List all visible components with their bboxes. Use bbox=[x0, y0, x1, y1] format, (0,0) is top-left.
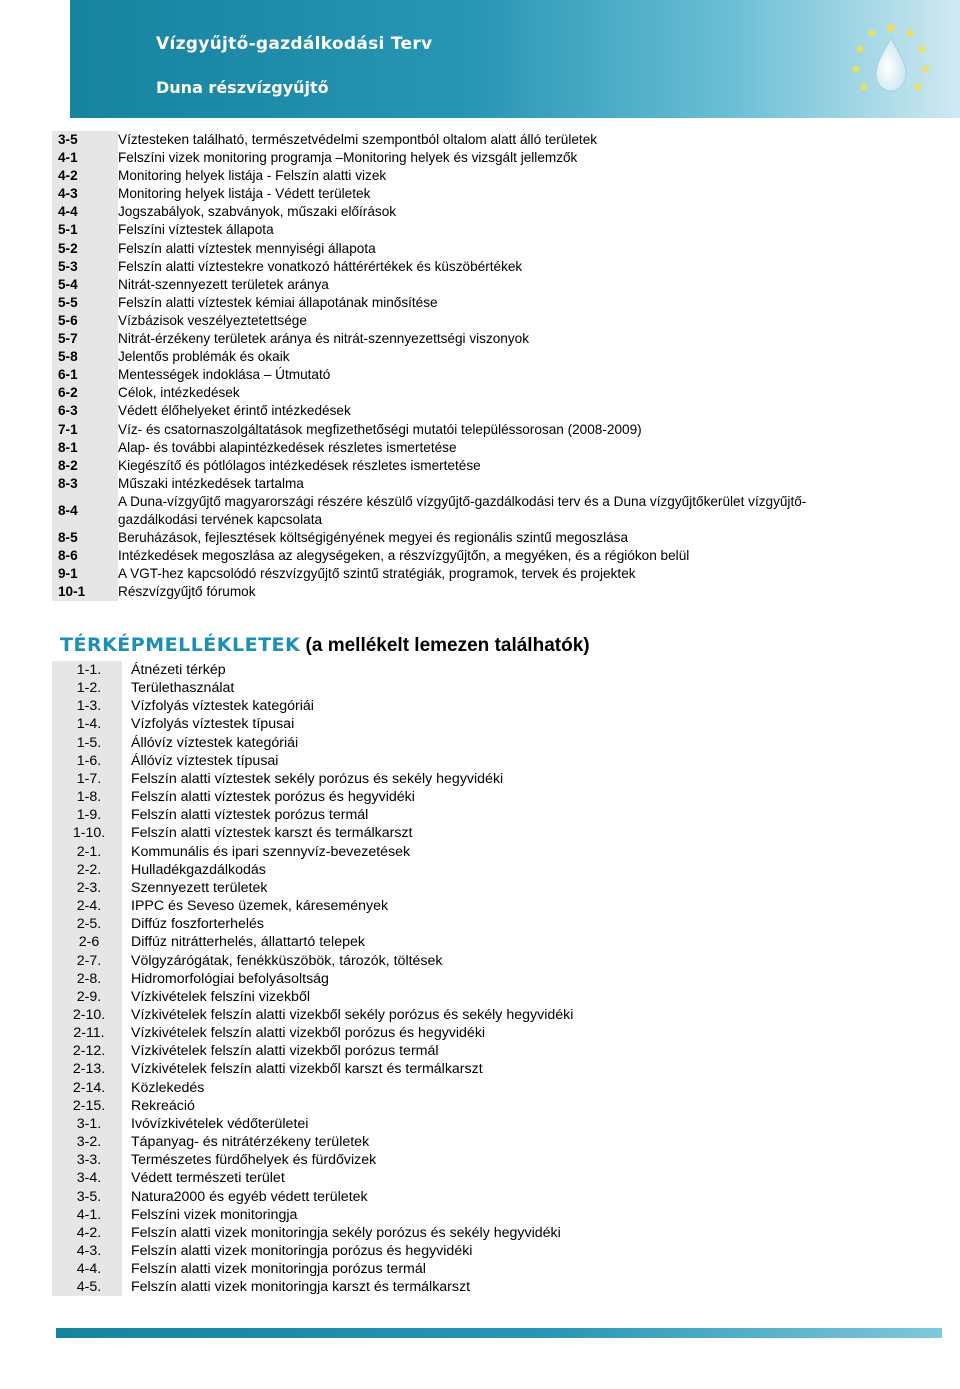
annex-code: 5-2 bbox=[52, 240, 118, 258]
map-code: 3-4. bbox=[52, 1169, 122, 1187]
map-code: 2-15. bbox=[52, 1097, 122, 1115]
map-row bbox=[52, 933, 752, 951]
annex-description: Beruházások, fejlesztések költségigényének megyei és regionális szintű megoszlása bbox=[118, 530, 629, 546]
annex-description: Felszín alatti víztestekre vonatkozó háttérértékek és küszöbértékek bbox=[118, 258, 523, 274]
header-banner bbox=[70, 0, 960, 118]
map-code: 2-11. bbox=[52, 1024, 122, 1042]
map-row bbox=[52, 1060, 752, 1078]
map-row bbox=[52, 824, 752, 842]
annex-description: Műszaki intézkedések tartalma bbox=[118, 475, 304, 491]
map-description: Felszín alatti vizek monitoringja karszt és termálkarszt bbox=[131, 1279, 471, 1296]
map-description: Vízkivételek felszín alatti vizekből sekély porózus és sekély hegyvidéki bbox=[131, 1006, 574, 1023]
map-description: Felszín alatti víztestek porózus termál bbox=[131, 807, 369, 824]
annex-row bbox=[52, 402, 932, 420]
annex-row bbox=[52, 203, 932, 221]
map-code: 1-2. bbox=[52, 679, 122, 697]
map-description: Felszín alatti víztestek karszt és termálkarszt bbox=[131, 825, 413, 842]
footer-bar bbox=[56, 1328, 942, 1338]
map-description: IPPC és Seveso üzemek, káresemények bbox=[131, 898, 389, 915]
document-title: Vízgyűjtő-gazdálkodási Terv bbox=[156, 34, 433, 54]
map-row bbox=[52, 1079, 752, 1097]
map-code: 4-5. bbox=[52, 1278, 122, 1296]
map-code: 3-3. bbox=[52, 1151, 122, 1169]
map-code: 2-1. bbox=[52, 843, 122, 861]
map-code: 2-8. bbox=[52, 970, 122, 988]
annex-row bbox=[52, 330, 932, 348]
map-row bbox=[52, 715, 752, 733]
annex-row bbox=[52, 384, 932, 402]
annex-description: Felszíni víztestek állapota bbox=[118, 222, 274, 238]
map-description: Tápanyag- és nitrátérzékeny területek bbox=[131, 1134, 370, 1151]
map-row bbox=[52, 988, 752, 1006]
annex-description: Vízbázisok veszélyeztetettsége bbox=[118, 312, 307, 328]
annex-list bbox=[52, 131, 932, 601]
annex-code: 6-1 bbox=[52, 366, 118, 384]
map-row bbox=[52, 1169, 752, 1187]
document-subtitle: Duna részvízgyűjtő bbox=[156, 78, 329, 97]
map-description: Közlekedés bbox=[131, 1079, 205, 1096]
map-description: Vízkivételek felszín alatti vizekből karszt és termálkarszt bbox=[131, 1061, 483, 1078]
annex-description: Felszín alatti víztestek kémiai állapotának minősítése bbox=[118, 294, 438, 310]
annex-description: Jogszabályok, szabványok, műszaki előírások bbox=[118, 204, 397, 220]
annex-code: 5-8 bbox=[52, 348, 118, 366]
annex-row bbox=[52, 366, 932, 384]
map-code: 2-3. bbox=[52, 879, 122, 897]
map-description: Vízfolyás víztestek kategóriái bbox=[131, 698, 314, 715]
map-description: Natura2000 és egyéb védett területek bbox=[131, 1188, 368, 1205]
annex-code: 4-4 bbox=[52, 203, 118, 221]
map-description: Völgyzárógátak, fenékküszöbök, tározók, töltések bbox=[131, 952, 443, 969]
map-description: Hidromorfológiai befolyásoltság bbox=[131, 970, 329, 987]
map-description: Védett természeti terület bbox=[131, 1170, 285, 1187]
map-row bbox=[52, 915, 752, 933]
annex-row bbox=[52, 294, 932, 312]
map-description: Szennyezett területek bbox=[131, 879, 268, 896]
annex-description: Kiegészítő és pótlólagos intézkedések részletes ismertetése bbox=[118, 457, 481, 473]
map-code: 2-2. bbox=[52, 861, 122, 879]
map-description: Felszín alatti vizek monitoringja porózus termál bbox=[131, 1261, 426, 1278]
annex-row bbox=[52, 547, 932, 565]
map-row bbox=[52, 697, 752, 715]
map-row bbox=[52, 1260, 752, 1278]
map-code: 1-6. bbox=[52, 752, 122, 770]
map-code: 1-9. bbox=[52, 806, 122, 824]
map-row bbox=[52, 1042, 752, 1060]
eu-stars-water-drop-logo-icon bbox=[846, 16, 936, 106]
annex-code: 5-3 bbox=[52, 258, 118, 276]
annex-row bbox=[52, 457, 932, 475]
maps-section-title bbox=[60, 634, 590, 657]
annex-code: 5-1 bbox=[52, 221, 118, 239]
annex-row bbox=[52, 583, 932, 601]
annex-row bbox=[52, 421, 932, 439]
annex-code: 4-3 bbox=[52, 185, 118, 203]
annex-row bbox=[52, 312, 932, 330]
annex-row bbox=[52, 167, 932, 185]
annex-code: 8-4 bbox=[52, 493, 118, 529]
map-description: Felszín alatti víztestek sekély porózus és sekély hegyvidéki bbox=[131, 770, 504, 787]
annex-code: 9-1 bbox=[52, 565, 118, 583]
annex-code: 6-3 bbox=[52, 402, 118, 420]
annex-row bbox=[52, 493, 932, 529]
annex-description: Mentességek indoklása – Útmutató bbox=[118, 367, 331, 383]
annex-description: Védett élőhelyeket érintő intézkedések bbox=[118, 403, 351, 419]
annex-description: Nitrát-érzékeny területek aránya és nitrát-szennyezettségi viszonyok bbox=[118, 331, 530, 347]
annex-code: 10-1 bbox=[52, 583, 118, 601]
annex-row bbox=[52, 529, 932, 547]
map-code: 1-7. bbox=[52, 770, 122, 788]
annex-row bbox=[52, 149, 932, 167]
annex-description: Jelentős problémák és okaik bbox=[118, 349, 290, 365]
annex-description: Víz- és csatornaszolgáltatások megfizethetőségi mutatói településsorosan (2008-2009) bbox=[118, 421, 642, 437]
map-code: 2-14. bbox=[52, 1079, 122, 1097]
annex-row bbox=[52, 348, 932, 366]
map-description: Rekreáció bbox=[131, 1097, 195, 1114]
map-row bbox=[52, 897, 752, 915]
map-code: 2-5. bbox=[52, 915, 122, 933]
map-row bbox=[52, 770, 752, 788]
map-description: Diffúz nitrátterhelés, állattartó telepek bbox=[131, 934, 365, 951]
map-code: 3-5. bbox=[52, 1188, 122, 1206]
annex-code: 8-3 bbox=[52, 475, 118, 493]
map-code: 2-6 bbox=[52, 933, 122, 951]
maps-section-title-rest: (a mellékelt lemezen találhatók) bbox=[300, 635, 590, 656]
map-row bbox=[52, 788, 752, 806]
map-row bbox=[52, 1224, 752, 1242]
map-code: 1-3. bbox=[52, 697, 122, 715]
annex-description-line: A Duna-vízgyűjtő magyarországi részére készülő vízgyűjtő-gazdálkodási terv és a Duna vízgyűjtőkerület vízgyűjtő- bbox=[118, 493, 807, 509]
map-row bbox=[52, 1206, 752, 1224]
annex-code: 7-1 bbox=[52, 421, 118, 439]
annex-row bbox=[52, 240, 932, 258]
annex-code: 3-5 bbox=[52, 131, 118, 149]
annex-code: 4-1 bbox=[52, 149, 118, 167]
annex-row bbox=[52, 258, 932, 276]
annex-description: Intézkedések megoszlása az alegységeken, a részvízgyűjtőn, a megyéken, és a régiókon belül bbox=[118, 548, 690, 564]
maps-list bbox=[52, 661, 752, 1296]
map-row bbox=[52, 1006, 752, 1024]
annex-code: 6-2 bbox=[52, 384, 118, 402]
map-description: Vízkivételek felszín alatti vizekből porózus és hegyvidéki bbox=[131, 1025, 486, 1042]
map-code: 1-10. bbox=[52, 824, 122, 842]
annex-code: 8-2 bbox=[52, 457, 118, 475]
annex-code: 8-6 bbox=[52, 547, 118, 565]
annex-description: Monitoring helyek listája - Felszín alatti vizek bbox=[118, 168, 387, 184]
map-row bbox=[52, 734, 752, 752]
map-code: 3-2. bbox=[52, 1133, 122, 1151]
map-description: Hulladékgazdálkodás bbox=[131, 861, 266, 878]
map-row bbox=[52, 1115, 752, 1133]
map-row bbox=[52, 661, 752, 679]
annex-code: 5-4 bbox=[52, 276, 118, 294]
map-code: 2-4. bbox=[52, 897, 122, 915]
annex-description: Nitrát-szennyezett területek aránya bbox=[118, 276, 329, 292]
annex-row bbox=[52, 131, 932, 149]
annex-code: 8-5 bbox=[52, 529, 118, 547]
map-row bbox=[52, 1242, 752, 1260]
map-description: Átnézeti térkép bbox=[131, 662, 226, 678]
map-row bbox=[52, 861, 752, 879]
map-description: Kommunális és ipari szennyvíz-bevezetések bbox=[131, 843, 411, 860]
annex-description: Víztesteken található, természetvédelmi szempontból oltalom alatt álló területek bbox=[118, 132, 598, 147]
map-row bbox=[52, 952, 752, 970]
map-code: 2-7. bbox=[52, 952, 122, 970]
map-row bbox=[52, 879, 752, 897]
annex-description: Monitoring helyek listája - Védett területek bbox=[118, 186, 371, 202]
map-row bbox=[52, 843, 752, 861]
annex-description: Részvízgyűjtő fórumok bbox=[118, 584, 256, 600]
map-code: 4-1. bbox=[52, 1206, 122, 1224]
map-code: 1-5. bbox=[52, 734, 122, 752]
map-row bbox=[52, 1188, 752, 1206]
annex-code: 4-2 bbox=[52, 167, 118, 185]
annex-code: 5-7 bbox=[52, 330, 118, 348]
map-description: Vízkivételek felszíni vizekből bbox=[131, 988, 310, 1005]
annex-row bbox=[52, 565, 932, 583]
map-description: Területhasználat bbox=[131, 680, 235, 697]
map-description: Állóvíz víztestek típusai bbox=[131, 752, 279, 769]
annex-row bbox=[52, 185, 932, 203]
map-description: Felszíni vizek monitoringja bbox=[131, 1206, 298, 1223]
map-row bbox=[52, 1024, 752, 1042]
map-code: 3-1. bbox=[52, 1115, 122, 1133]
map-row bbox=[52, 752, 752, 770]
map-description: Felszín alatti vizek monitoringja porózus és hegyvidéki bbox=[131, 1243, 473, 1259]
map-code: 2-10. bbox=[52, 1006, 122, 1024]
map-description: Vízkivételek felszín alatti vizekből porózus termál bbox=[131, 1043, 439, 1060]
map-description: Állóvíz víztestek kategóriái bbox=[131, 734, 299, 751]
map-row bbox=[52, 1097, 752, 1115]
map-description: Vízfolyás víztestek típusai bbox=[131, 716, 295, 733]
annex-code: 5-6 bbox=[52, 312, 118, 330]
annex-row bbox=[52, 276, 932, 294]
map-row bbox=[52, 970, 752, 988]
map-code: 2-13. bbox=[52, 1060, 122, 1078]
map-code: 4-4. bbox=[52, 1260, 122, 1278]
annex-code: 5-5 bbox=[52, 294, 118, 312]
map-code: 2-9. bbox=[52, 988, 122, 1006]
annex-code: 8-1 bbox=[52, 439, 118, 457]
map-code: 2-12. bbox=[52, 1042, 122, 1060]
annex-description: Célok, intézkedések bbox=[118, 385, 240, 401]
map-description: Felszín alatti vizek monitoringja sekély porózus és sekély hegyvidéki bbox=[131, 1224, 561, 1241]
annex-description: Alap- és további alapintézkedések részletes ismertetése bbox=[118, 439, 457, 455]
map-row bbox=[52, 1151, 752, 1169]
map-description: Ivóvízkivételek védőterületei bbox=[131, 1115, 309, 1132]
annex-description: A VGT-hez kapcsolódó részvízgyűjtő szintű stratégiák, programok, tervek és projektek bbox=[118, 566, 636, 582]
map-row bbox=[52, 1133, 752, 1151]
annex-row bbox=[52, 439, 932, 457]
map-description: Felszín alatti víztestek porózus és hegyvidéki bbox=[131, 789, 415, 806]
annex-description bbox=[118, 493, 932, 529]
map-row bbox=[52, 806, 752, 824]
map-code: 4-3. bbox=[52, 1242, 122, 1260]
annex-description: Felszín alatti víztestek mennyiségi állapota bbox=[118, 240, 376, 256]
map-row bbox=[52, 679, 752, 697]
map-code: 1-8. bbox=[52, 788, 122, 806]
annex-row bbox=[52, 221, 932, 239]
map-row bbox=[52, 1278, 752, 1296]
map-code: 1-4. bbox=[52, 715, 122, 733]
map-description: Természetes fürdőhelyek és fürdővizek bbox=[131, 1152, 377, 1169]
annex-row bbox=[52, 475, 932, 493]
map-code: 1-1. bbox=[52, 661, 122, 679]
annex-description: Felszíni vizek monitoring programja –Monitoring helyek és vizsgált jellemzők bbox=[118, 150, 578, 166]
map-description: Diffúz foszforterhelés bbox=[131, 916, 265, 933]
annex-description-line: gazdálkodási tervének kapcsolata bbox=[118, 511, 323, 527]
map-code: 4-2. bbox=[52, 1224, 122, 1242]
maps-section-title-accent: TÉRKÉPMELLÉKLETEK bbox=[60, 634, 301, 656]
